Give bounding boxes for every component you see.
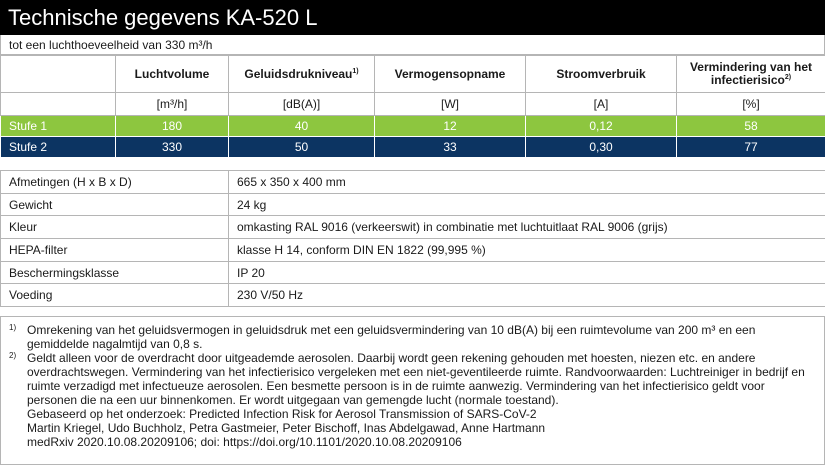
footnotes [0, 316, 825, 465]
page-title: Technische gegevens KA-520 L [0, 0, 825, 35]
value-cell: 77 [677, 137, 825, 158]
footnote-text: Geldt alleen voor de overdracht door uitgeademde aerosolen. Daarbij wordt geen rekening gehouden met hoesten, niezen etc. en andere overdrachtswegen. Vermindering van het infectierisico vergeleken met een niet-geventileerde ruimte. Randvoorwaarden: Luchtreiniger in bedrijf en ruimte verzadigd met infectueuze aerosolen. Een besmette persoon is in de ruimte aanwezig. Vermindering van het infectierisico geldt voor personen die na een uur binnenkomen. Er wordt uitgegaan van gemengde lucht (normale toestand). [27, 351, 805, 407]
footnote-ref-1: 1) [352, 67, 359, 75]
table-row [1, 193, 825, 216]
header-stroomverbruik: Stroomverbruik [526, 56, 677, 93]
table-row [1, 171, 825, 194]
spec-value: klasse H 14, conform DIN EN 1822 (99,995 %) [229, 239, 825, 262]
footnote-text: Omrekening van het geluidsvermogen in geluidsdruk met een geluidsvermindering van 10 dB(A) bij een ruimtevolume van 200 m³ en een gemiddelde nagalmtijd van 0,8 s. [27, 323, 756, 351]
row-label: Stufe 2 [1, 137, 116, 158]
value-cell: 0,12 [526, 116, 677, 137]
unit-cell: [%] [677, 93, 825, 116]
spec-label: Beschermingsklasse [1, 261, 229, 284]
header-infectie-text: Vermindering van het infectierisico [689, 60, 813, 87]
specifications-table [0, 170, 825, 307]
table-row [1, 261, 825, 284]
spec-label: Gewicht [1, 193, 229, 216]
value-cell: 33 [375, 137, 526, 158]
unit-empty [1, 93, 116, 116]
spec-value: omkasting RAL 9016 (verkeerswit) in combinatie met luchtuitlaat RAL 9006 (grijs) [229, 216, 825, 239]
table-row [1, 284, 825, 307]
study-reference: Gebaseerd op het onderzoek: Predicted Infection Risk for Aerosol Transmission of SARS-CoV-2 [27, 407, 537, 421]
header-vermogensopname: Vermogensopname [375, 56, 526, 93]
spec-label: Afmetingen (H x B x D) [1, 171, 229, 194]
table-row-stufe-2 [1, 137, 825, 158]
unit-cell: [dB(A)] [229, 93, 375, 116]
value-cell: 12 [375, 116, 526, 137]
footnote-number: 2) [9, 351, 17, 360]
value-cell: 0,30 [526, 137, 677, 158]
header-luchtvolume: Luchtvolume [116, 56, 229, 93]
spec-value: IP 20 [229, 261, 825, 284]
subtitle: tot een luchthoeveelheid van 330 m³/h [0, 35, 825, 55]
doi-reference: medRxiv 2020.10.08.20209106; doi: https://doi.org/10.1101/2020.10.08.20209106 [27, 435, 462, 449]
footnote-number: 1) [9, 323, 17, 332]
header-empty [1, 56, 116, 93]
unit-cell: [W] [375, 93, 526, 116]
table-row [1, 216, 825, 239]
value-cell: 180 [116, 116, 229, 137]
row-label: Stufe 1 [1, 116, 116, 137]
spec-value: 230 V/50 Hz [229, 284, 825, 307]
spec-value: 665 x 350 x 400 mm [229, 171, 825, 194]
units-row [1, 93, 825, 116]
spec-label: Voeding [1, 284, 229, 307]
header-geluidsdrukniveau [229, 56, 375, 93]
study-authors: Martin Kriegel, Udo Buchholz, Petra Gastmeier, Peter Bischoff, Inas Abdelgawad, Anne Hartmann [27, 421, 546, 435]
performance-table [0, 55, 825, 158]
table-header-row [1, 56, 825, 93]
spec-label: HEPA-filter [1, 239, 229, 262]
footnote-2 [9, 351, 816, 407]
unit-cell: [m³/h] [116, 93, 229, 116]
header-geluid-text: Geluidsdrukniveau [244, 66, 353, 81]
footnote-1 [9, 323, 816, 351]
table-row-stufe-1 [1, 116, 825, 137]
value-cell: 50 [229, 137, 375, 158]
unit-cell: [A] [526, 93, 677, 116]
header-infectierisico [677, 56, 825, 93]
value-cell: 58 [677, 116, 825, 137]
spec-value: 24 kg [229, 193, 825, 216]
table-row [1, 239, 825, 262]
footnote-ref-2: 2) [784, 74, 792, 81]
value-cell: 40 [229, 116, 375, 137]
spec-label: Kleur [1, 216, 229, 239]
value-cell: 330 [116, 137, 229, 158]
